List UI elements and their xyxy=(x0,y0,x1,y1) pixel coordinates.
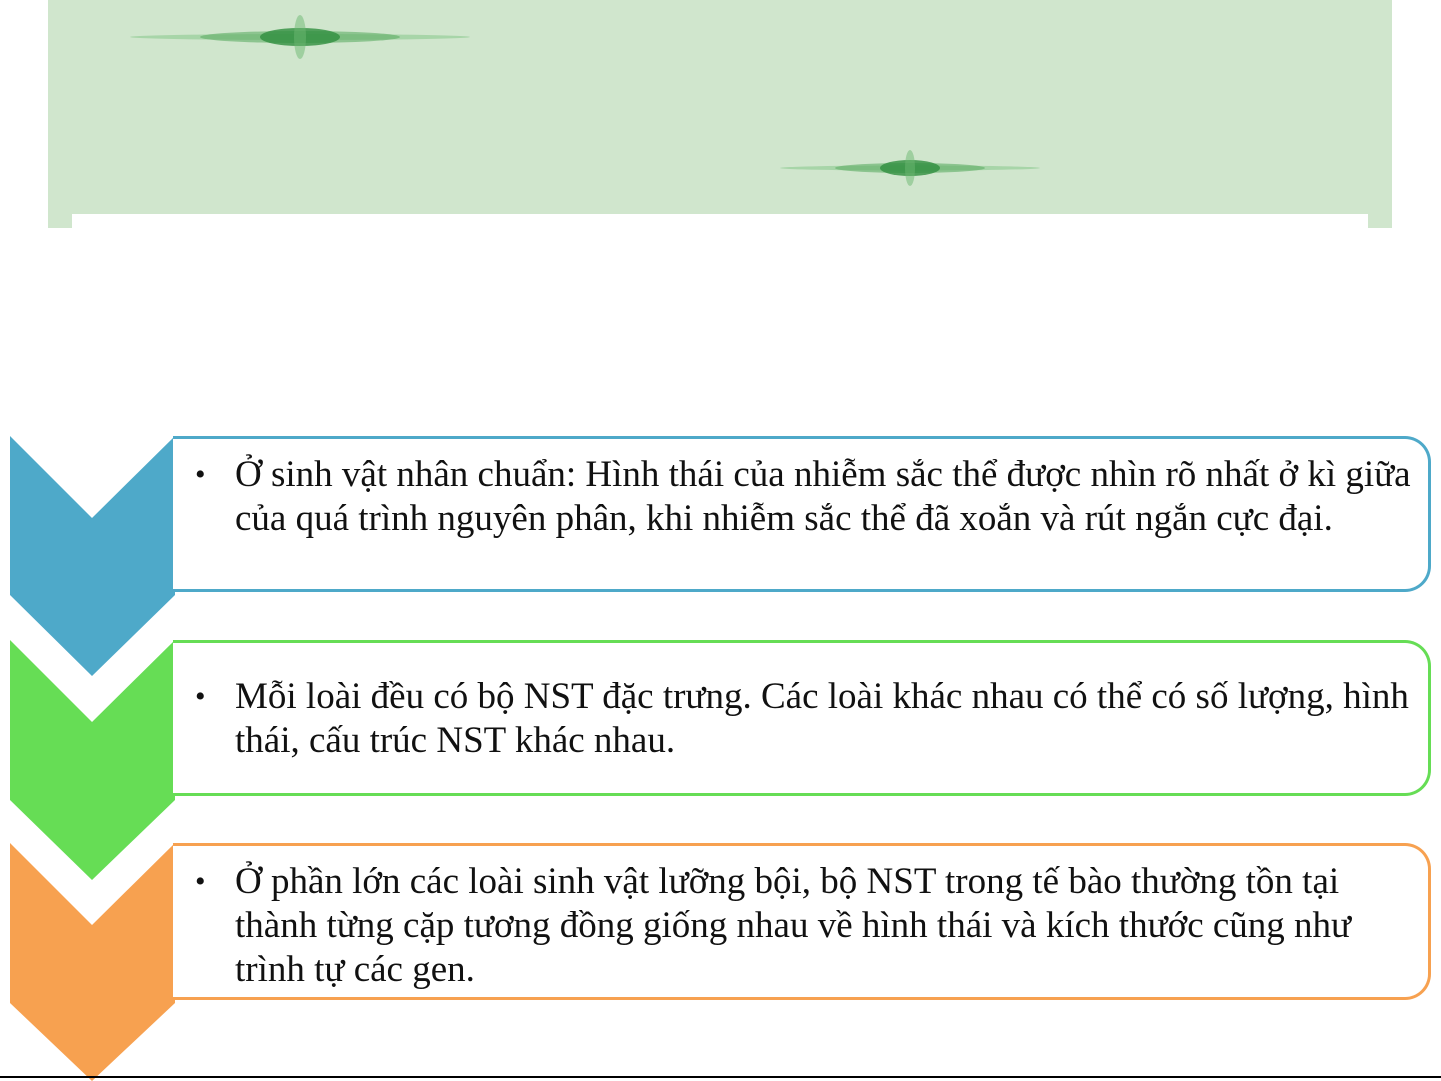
chevron-step-2 xyxy=(10,640,175,880)
step-2-item xyxy=(173,675,1428,763)
step-2-box xyxy=(173,640,1431,796)
chevron-step-1 xyxy=(10,436,175,676)
step-3-text: Ở phần lớn các loài sinh vật lưỡng bội, bộ NST trong tế bào thường tồn tại thành từng cặp tương đồng giống nhau về hình thái và kích thước cũng như trình tự các gen. xyxy=(235,861,1352,990)
bullet-icon: • xyxy=(195,458,206,491)
step-3-item xyxy=(173,860,1428,992)
step-2-text: Mỗi loài đều có bộ NST đặc trưng. Các loài khác nhau có thể có số lượng, hình thái, cấu trúc NST khác nhau. xyxy=(235,676,1409,761)
bullet-icon: • xyxy=(195,865,206,898)
step-1-box xyxy=(173,436,1431,592)
bottom-divider xyxy=(0,1076,1441,1078)
step-1-text: Ở sinh vật nhân chuẩn: Hình thái của nhiễm sắc thể được nhìn rõ nhất ở kì giữa của quá trình nguyên phân, khi nhiễm sắc thể đã xoắn và rút ngắn cực đại. xyxy=(235,454,1411,539)
step-3-box xyxy=(173,843,1431,1000)
bullet-icon: • xyxy=(195,680,206,713)
step-1-item xyxy=(173,453,1428,541)
